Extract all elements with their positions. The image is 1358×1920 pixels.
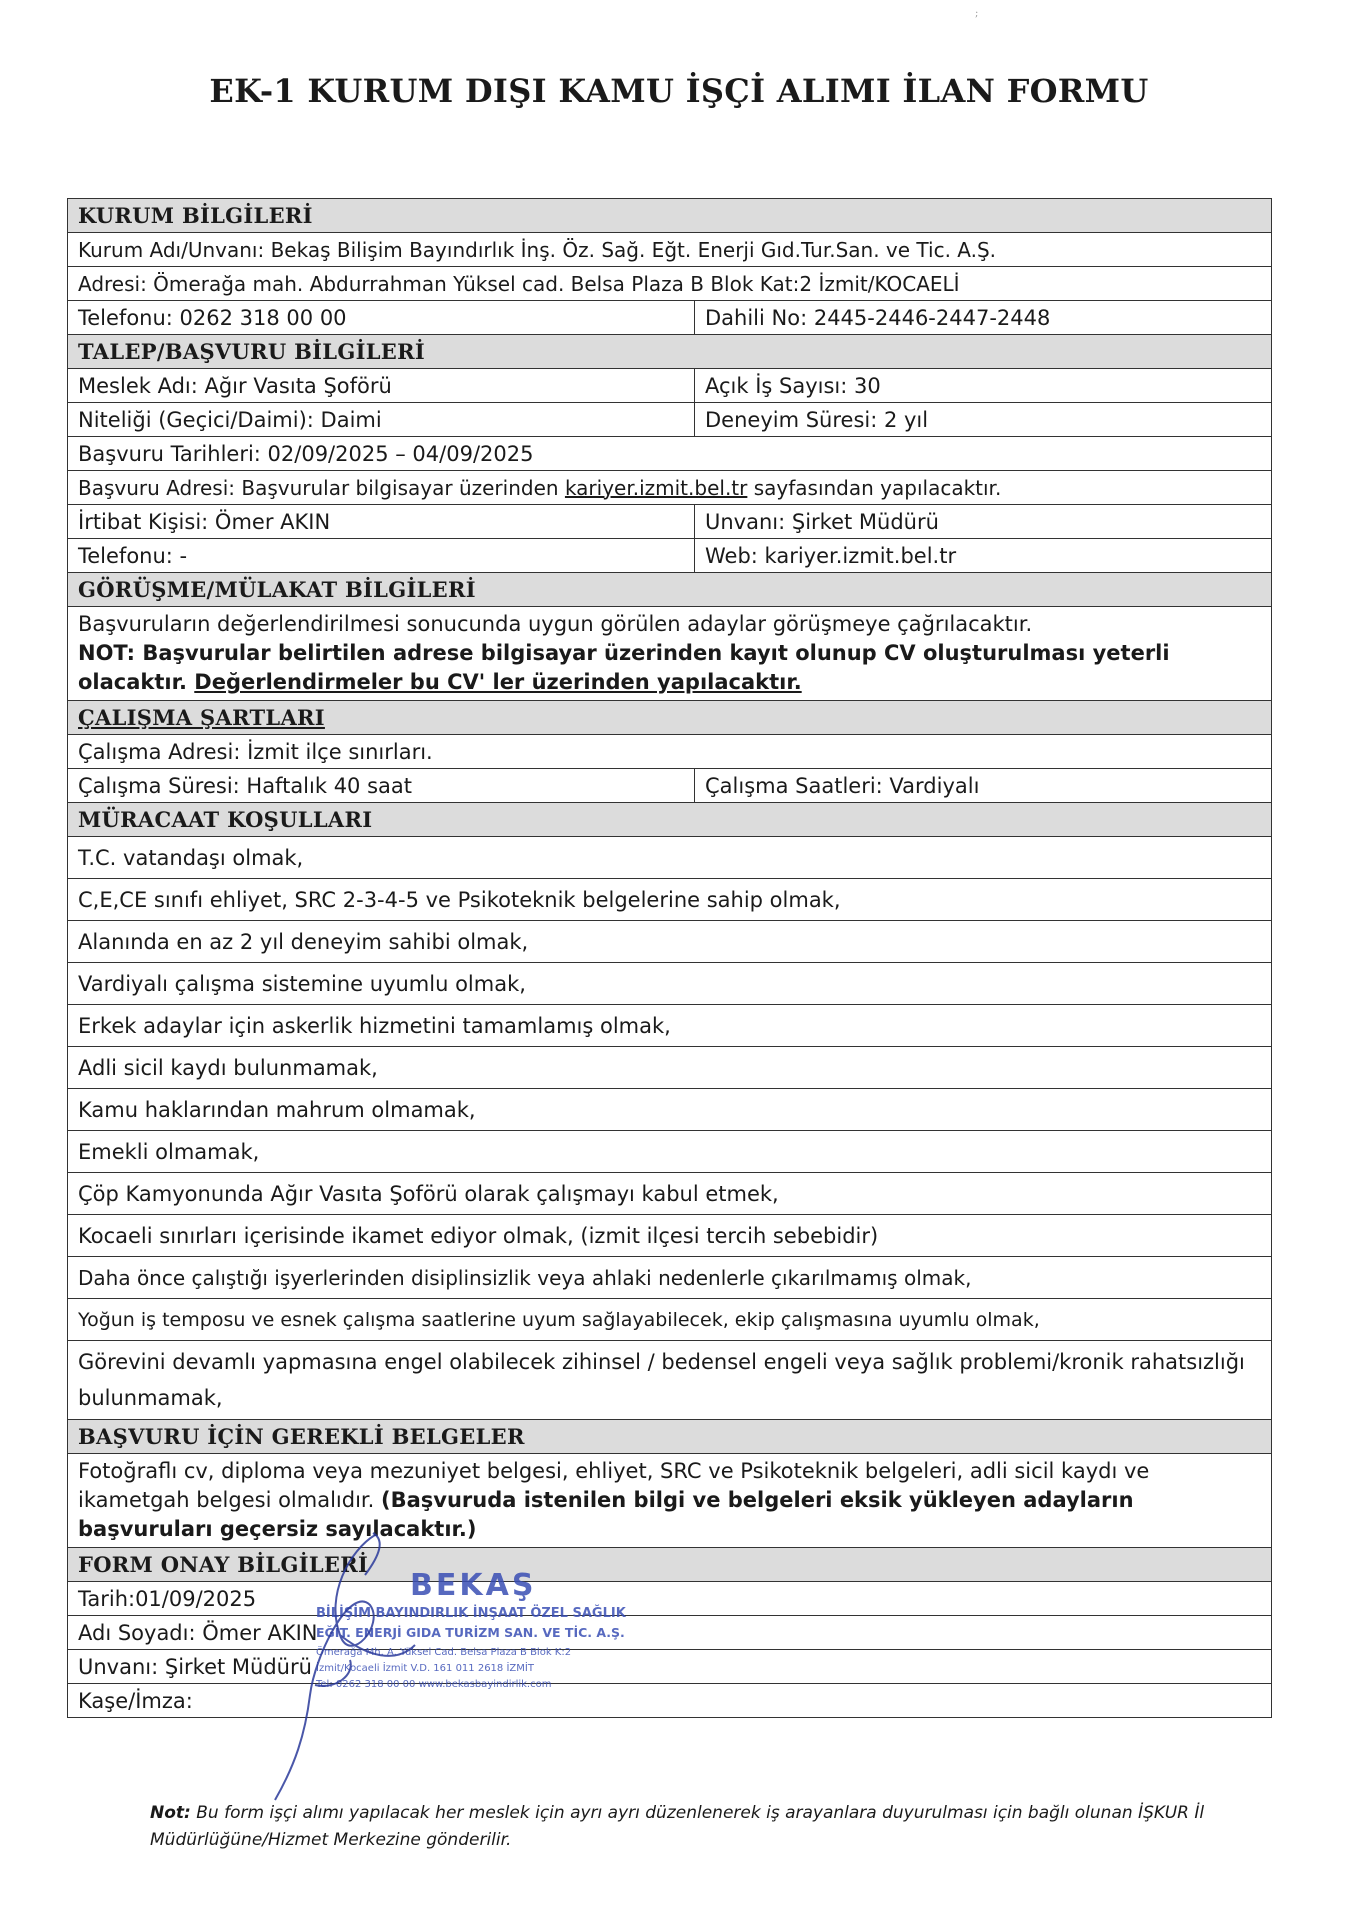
irtibat-unvani: Unvanı: Şirket Müdürü [695, 505, 1272, 539]
list-item: Adli sicil kaydı bulunmamak, [68, 1047, 1272, 1089]
onay-tarih: Tarih:01/09/2025 [68, 1582, 1272, 1616]
meslek-adi: Meslek Adı: Ağır Vasıta Şoförü [68, 369, 695, 403]
section-muracaat-header: MÜRACAAT KOŞULLARI [68, 803, 1272, 837]
section-belgeler-header: BAŞVURU İÇİN GEREKLİ BELGELER [68, 1420, 1272, 1454]
list-item: Erkek adaylar için askerlik hizmetini tamamlamış olmak, [68, 1005, 1272, 1047]
gorusme-text: Başvuruların değerlendirilmesi sonucunda uygun görülen adaylar görüşmeye çağrılacaktır. [78, 612, 1033, 636]
stamp-line-2: EĞİT. ENERJİ GIDA TURİZM SAN. VE TİC. A.Ş. [316, 1625, 625, 1640]
calisma-header-text: ÇALIŞMA ŞARTLARI [78, 704, 325, 730]
section-gorusme-header: GÖRÜŞME/MÜLAKAT BİLGİLERİ [68, 573, 1272, 607]
stamp-line-3: Ömerağa Mh. A. Yüksel Cad. Belsa Plaza B Blok K:2 [316, 1647, 572, 1658]
list-item: Yoğun iş temposu ve esnek çalışma saatlerine uyum sağlayabilecek, ekip çalışmasına uyumlu olmak, [68, 1299, 1272, 1341]
section-kurum-header: KURUM BİLGİLERİ [68, 199, 1272, 233]
list-item: Kocaeli sınırları içerisinde ikamet ediyor olmak, (izmit ilçesi tercih sebebidir) [68, 1215, 1272, 1257]
belgeler-text: Fotoğraflı cv, diploma veya mezuniyet belgesi, ehliyet, SRC ve Psikoteknik belgeleri, adli sicil kaydı ve ikametgah belgesi olmalıdır. [78, 1459, 1150, 1512]
onay-adi-soyadi: Adı Soyadı: Ömer AKIN [68, 1616, 1272, 1650]
list-item: Alanında en az 2 yıl deneyim sahibi olmak, [68, 921, 1272, 963]
niteligi: Niteliği (Geçici/Daimi): Daimi [68, 403, 695, 437]
deneyim-suresi: Deneyim Süresi: 2 yıl [695, 403, 1272, 437]
onay-unvan: Unvanı: Şirket Müdürü [68, 1650, 1272, 1684]
gerekli-belgeler [68, 1454, 1272, 1548]
basvuru-link[interactable]: kariyer.izmit.bel.tr [564, 475, 748, 500]
list-item: Vardiyalı çalışma sistemine uyumlu olmak, [68, 963, 1272, 1005]
kurum-adres: Adresi: Ömerağa mah. Abdurrahman Yüksel cad. Belsa Plaza B Blok Kat:2 İzmit/KOCAELİ [68, 267, 1272, 301]
gorusme-bilgileri [68, 607, 1272, 701]
calisma-saatleri: Çalışma Saatleri: Vardiyalı [695, 769, 1272, 803]
stamp-brand: BEKAŞ [410, 1568, 537, 1603]
section-onay-header: FORM ONAY BİLGİLERİ [68, 1548, 1272, 1582]
calisma-adresi: Çalışma Adresi: İzmit ilçe sınırları. [68, 735, 1272, 769]
section-calisma-header [68, 701, 1272, 735]
list-item: Çöp Kamyonunda Ağır Vasıta Şoförü olarak çalışmayı kabul etmek, [68, 1173, 1272, 1215]
footer-note [150, 1800, 1210, 1854]
kurum-dahili: Dahili No: 2445-2446-2447-2448 [695, 301, 1272, 335]
list-item: C,E,CE sınıfı ehliyet, SRC 2-3-4-5 ve Psikoteknik belgelerine sahip olmak, [68, 879, 1272, 921]
stamp-line-5: Tel: 0262 318 00 00 www.bekasbayindirlik.com [316, 1679, 552, 1690]
kurum-adi: Kurum Adı/Unvanı: Bekaş Bilişim Bayındırlık İnş. Öz. Sağ. Eğt. Enerji Gıd.Tur.San. ve Tic. A.Ş. [68, 233, 1272, 267]
stamp-line-4: İzmit/Kocaeli İzmit V.D. 161 011 2618 İZMİT [316, 1663, 534, 1674]
list-item: T.C. vatandaşı olmak, [68, 837, 1272, 879]
web-adresi: Web: kariyer.izmit.bel.tr [695, 539, 1272, 573]
gorusme-note-underlined: Değerlendirmeler bu CV' ler üzerinden yapılacaktır. [194, 670, 802, 694]
irtibat-telefon: Telefonu: - [68, 539, 695, 573]
gorusme-note: NOT: Başvurular belirtilen adrese bilgisayar üzerinden kayıt olunup CV oluşturulması yeterli olacaktır. [78, 641, 1170, 694]
acik-is-sayisi: Açık İş Sayısı: 30 [695, 369, 1272, 403]
basvuru-adresi [68, 471, 1272, 505]
calisma-suresi: Çalışma Süresi: Haftalık 40 saat [68, 769, 695, 803]
list-item: Daha önce çalıştığı işyerlerinden disiplinsizlik veya ahlaki nedenlerle çıkarılmamış olmak, [68, 1257, 1272, 1299]
list-item: Görevini devamlı yapmasına engel olabilecek zihinsel / bedensel engeli veya sağlık problemi/kronik rahatsızlığı bulunmamak, [68, 1341, 1272, 1420]
basvuru-adresi-prefix: Başvuru Adresi: Başvurular bilgisayar üzerinden [78, 475, 565, 500]
onay-kase-imza: Kaşe/İmza: [68, 1684, 1272, 1718]
basvuru-tarihleri: Başvuru Tarihleri: 02/09/2025 – 04/09/2025 [68, 437, 1272, 471]
page-title: EK-1 KURUM DIŞI KAMU İŞÇİ ALIMI İLAN FORMU [209, 72, 1149, 110]
irtibat-kisisi: İrtibat Kişisi: Ömer AKIN [68, 505, 695, 539]
footer-note-label: Not: [150, 1803, 191, 1823]
list-item: Kamu haklarından mahrum olmamak, [68, 1089, 1272, 1131]
kurum-telefon: Telefonu: 0262 318 00 00 [68, 301, 695, 335]
signature-icon [255, 1515, 455, 1805]
footer-note-text: Bu form işçi alımı yapılacak her meslek için ayrı ayrı düzenlenerek iş arayanlara duyurulması için bağlı olunan İŞKUR İl Müdürlüğüne/Hizmet Merkezine gönderilir. [150, 1803, 1205, 1850]
list-item: Emekli olmamak, [68, 1131, 1272, 1173]
belgeler-warning: (Başvuruda istenilen bilgi ve belgeleri eksik yükleyen adayların başvuruları geçersiz sayılacaktır.) [78, 1488, 1134, 1541]
corner-mark: ; [975, 8, 979, 19]
stamp-line-1: BİLİŞİM BAYINDIRLIK İNŞAAT ÖZEL SAĞLIK [316, 1606, 626, 1621]
announcement-form [67, 198, 1272, 1718]
section-talep-header: TALEP/BAŞVURU BİLGİLERİ [68, 335, 1272, 369]
basvuru-adresi-suffix: sayfasından yapılacaktır. [747, 475, 1002, 500]
